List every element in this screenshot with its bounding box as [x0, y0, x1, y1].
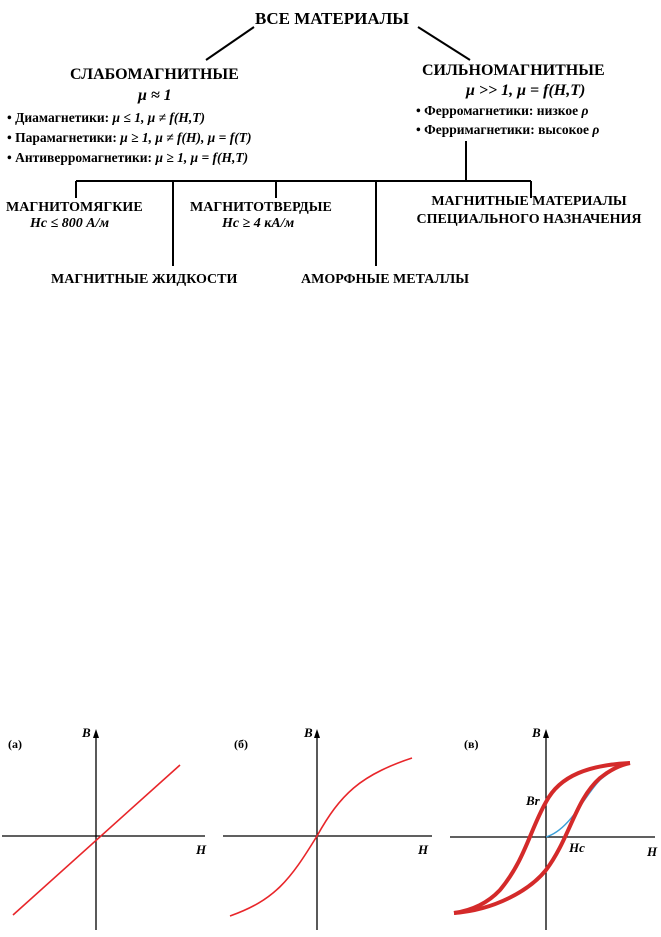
list-item-ferrimagnetics: [416, 122, 599, 138]
item-formula: μ ≥ 1, μ ≠ f(H), μ = f(T): [120, 130, 252, 145]
item-name: Парамагнетики:: [15, 130, 117, 145]
coercivity-label: Hc: [569, 840, 585, 855]
category-hard-title: МАГНИТОТВЕРДЫЕ: [190, 200, 332, 215]
item-formula: ρ: [581, 103, 589, 118]
magnetization-curve: [230, 758, 412, 916]
weak-formula: μ ≈ 1: [138, 87, 172, 104]
list-item-paramagnetics: [7, 130, 251, 146]
y-axis-arrow-icon: [93, 729, 99, 738]
hysteresis-descending-branch: [454, 763, 630, 913]
hysteresis-ascending-branch: [454, 763, 630, 913]
item-name: Антиверромагнетики:: [15, 150, 153, 165]
bullet: •: [7, 110, 12, 125]
y-axis-arrow-icon: [543, 729, 549, 738]
plot-label: (б): [234, 737, 248, 751]
item-formula: ρ: [592, 122, 600, 137]
x-axis-label: H: [196, 842, 207, 857]
y-axis-label: B: [532, 725, 541, 740]
bullet: •: [416, 103, 421, 118]
bullet: •: [7, 130, 12, 145]
initial-magnetization-curve: [546, 763, 630, 837]
category-special-line1: МАГНИТНЫЕ МАТЕРИАЛЫ: [431, 194, 627, 209]
x-axis-label: H: [647, 844, 658, 859]
category-special-line2: СПЕЦИАЛЬНОГО НАЗНАЧЕНИЯ: [416, 212, 642, 227]
list-item-antiferromagnetics: [7, 150, 248, 166]
plot-label: (в): [464, 737, 479, 751]
category-hard-formula: Hc ≥ 4 кА/м: [222, 216, 295, 231]
y-axis-label: B: [82, 725, 91, 740]
x-axis-label: H: [418, 842, 429, 857]
category-soft-title: МАГНИТОМЯГКИЕ: [6, 200, 143, 215]
item-formula: μ ≤ 1, μ ≠ f(H,T): [112, 110, 205, 125]
item-name: Ферримагнетики: высокое: [424, 122, 589, 137]
bullet: •: [416, 122, 421, 137]
y-axis-arrow-icon: [314, 729, 320, 738]
plot-saturating: [220, 720, 440, 937]
root-title: ВСЕ МАТЕРИАЛЫ: [255, 9, 409, 28]
plot-linear: [0, 720, 220, 937]
category-liquids: МАГНИТНЫЕ ЖИДКОСТИ: [51, 272, 238, 287]
bullet: •: [7, 150, 12, 165]
weak-title: СЛАБОМАГНИТНЫЕ: [70, 66, 239, 83]
list-item-diamagnetics: [7, 110, 205, 126]
y-axis-label: B: [304, 725, 313, 740]
strong-title: СИЛЬНОМАГНИТНЫЕ: [422, 62, 605, 79]
category-soft-formula: Hc ≤ 800 А/м: [30, 216, 110, 231]
item-name: Ферромагнетики: низкое: [424, 103, 579, 118]
item-formula: μ ≥ 1, μ = f(H,T): [155, 150, 249, 165]
category-amorphous: АМОРФНЫЕ МЕТАЛЛЫ: [301, 272, 469, 287]
strong-formula: μ >> 1, μ = f(H,T): [466, 82, 586, 99]
remanence-label: Br: [526, 793, 540, 808]
plot-hysteresis: [440, 720, 661, 937]
plot-label: (а): [8, 737, 22, 751]
item-name: Диамагнетики:: [15, 110, 110, 125]
list-item-ferromagnetics: [416, 103, 588, 119]
